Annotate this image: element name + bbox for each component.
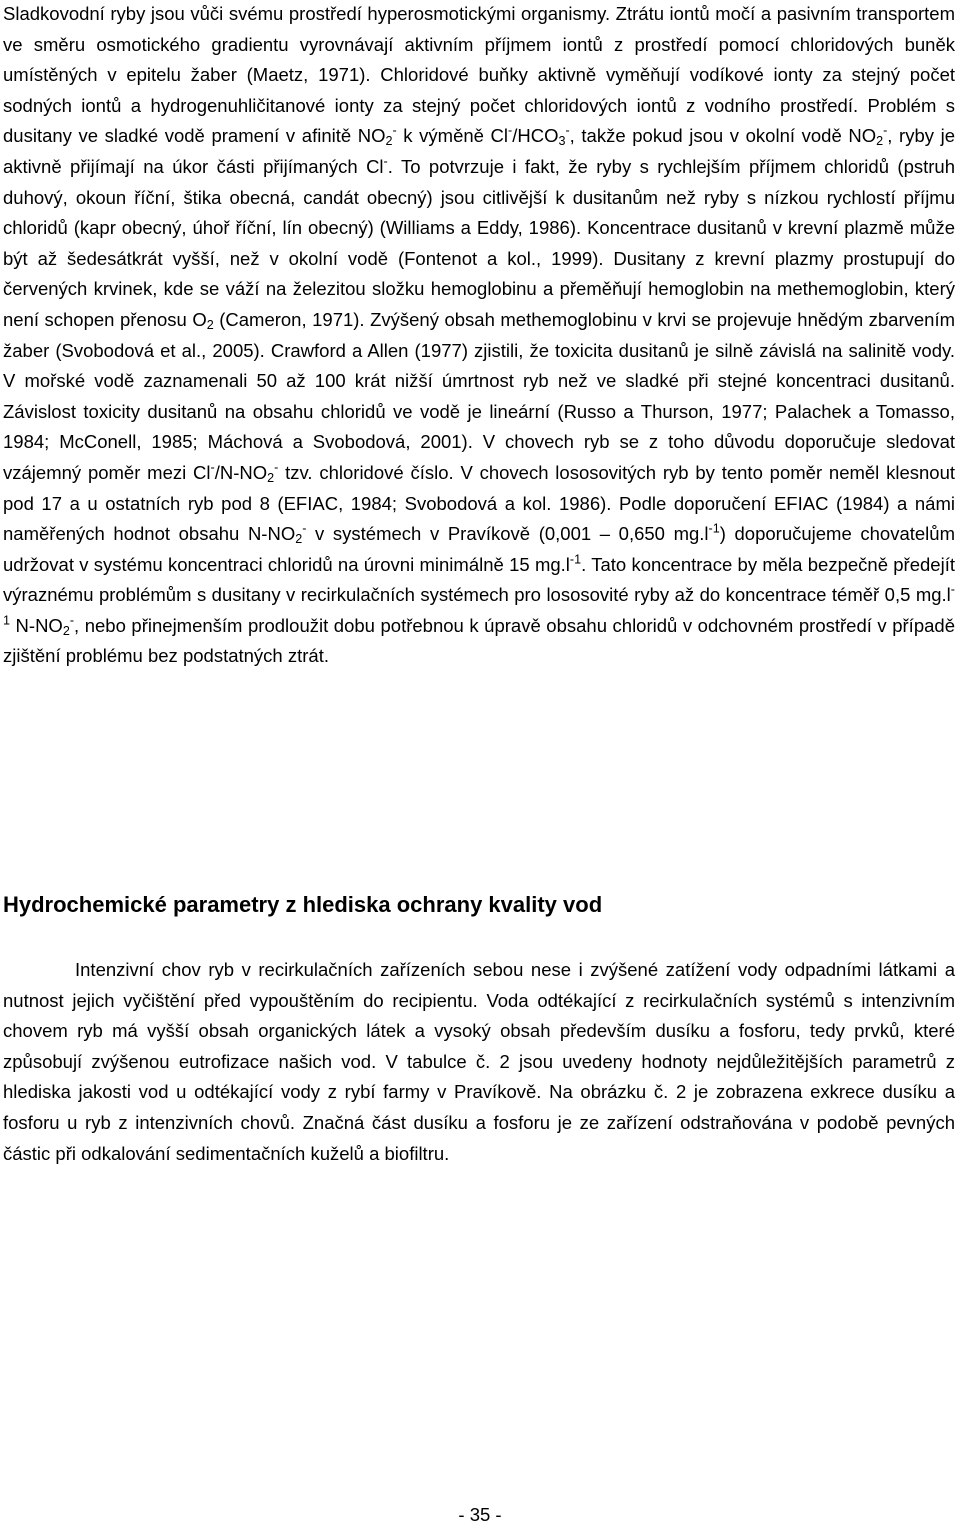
text-run: Sladkovodní ryby jsou vůči svému prostředí hyperosmotickými organismy. Ztrátu iontů močí a pasivním transportem ve směru osmotického gradientu vyrovnávají aktivním příjmem iontů z prostředí pomocí chloridových buněk umístěných v epitelu žaber (Maetz, 1971). Chloridové buňky aktivně vyměňují vodíkové ionty za stejný počet sodných iontů a hydrogenuhličitanové ionty za stejný počet chloridových iontů z vodního prostředí. Problém s dusitany ve sladké vodě pramení v afinitě NO (3, 3, 955, 147)
superscript: -1 (708, 521, 720, 536)
subscript: 3 (558, 134, 566, 149)
text-run: ) doporučujeme chovatelům udržovat v systému koncentraci chloridů na úrovni minimálně 15 mg.l (3, 523, 955, 575)
superscript: - (69, 613, 75, 628)
subscript: 2 (385, 134, 393, 149)
subscript: 2 (876, 134, 884, 149)
text-run: tzv. chloridové číslo. V chovech lososovitých ryb by tento poměr neměl klesnout pod 17 a u ostatních ryb pod 8 (EFIAC, 1984; Svobodová a kol. 1986). Podle doporučení EFIAC (1984) a námi naměřených hodnot obsahu N-NO (3, 461, 955, 545)
superscript: - (565, 123, 570, 138)
superscript: - (383, 154, 388, 169)
text-run: . Tato koncentrace by měla bezpečně předejít výraznému problémům s dusitany v recirkulačních systémech pro lososovité ryby až do koncentrace téměř 0,5 mg.l (3, 553, 955, 606)
text-run: N-NO (10, 614, 63, 636)
subscript: 2 (295, 532, 303, 547)
text-run: , takže pokud jsou v okolní vodě NO (569, 125, 877, 147)
text-run: v systémech v Pravíkově (0,001 – 0,650 mg.l (306, 523, 709, 545)
superscript: - (508, 123, 513, 138)
paragraph-nitrites (3, 0, 955, 672)
superscript: - (302, 521, 307, 536)
section-heading: Hydrochemické parametry z hlediska ochrany kvality vod (3, 892, 603, 917)
subscript: 2 (206, 318, 214, 333)
subscript: 2 (267, 471, 275, 486)
superscript: - (274, 460, 279, 475)
text-run: /HCO (512, 125, 559, 147)
text-run: (Cameron, 1971). Zvýšený obsah methemoglobinu v krvi se projevuje hnědým zbarvením žaber (Svobodová et al., 2005). Crawford a Allen (1977) zjistili, že toxicita dusitanů je silně závislá na salinitě vody. V mořské vodě zaznamenali 50 až 100 krát nižší úmrtnost ryb než ve sladké při stejné koncentraci dusitanů. Závislost toxicity dusitanů na obsahu chloridů ve vodě je lineární (Russo a Thurson, 1977; Palachek a Tomasso, 1984; McConell, 1985; Máchová a Svobodová, 2001). V chovech ryb se z toho důvodu doporučuje sledovat vzájemný poměr mezi Cl (3, 308, 955, 483)
subscript: 2 (62, 624, 70, 639)
text-run: /N-NO (214, 461, 268, 483)
paragraph-intensive-farming (3, 955, 955, 1169)
superscript: - (210, 460, 215, 475)
superscript: -1 (3, 582, 955, 628)
superscript: -1 (569, 552, 582, 567)
text-run: , ryby je aktivně přijímají na úkor části přijímaných Cl (3, 125, 955, 177)
text-run: Intenzivní chov ryb v recirkulačních zařízeních sebou nese i zvýšené zatížení vody odpadními látkami a nutnost jejich vyčištění před vypouštěním do recipientu. Voda odtékající z recirkulačních systémů s intenzivním chovem ryb má vyšší obsah organických látek a vysoký obsah především dusíku a fosforu, tedy prvků, které způsobují zvýšenou eutrofizace našich vod. V tabulce č. 2 jsou uvedeny hodnoty nejdůležitějších parametrů z hlediska jakosti vod u odtékající vody z rybí farmy v Pravíkově. Na obrázku č. 2 je zobrazena exkrece dusíku a fosforu u ryb z intenzivních chovů. Značná část dusíku a fosforu je ze zařízení odstraňována v podobě pevných částic při odkalování sedimentačních kuželů a biofiltru. (3, 959, 955, 1164)
page-number: - 35 - (458, 1504, 502, 1525)
text-run: , nebo přinejmenším prodloužit dobu potřebnou k úpravě obsahu chloridů v odchovném prostředí v případě zjištění problému bez podstatných ztrát. (3, 614, 955, 667)
superscript: - (392, 123, 397, 138)
text-run: . To potvrzuje i fakt, že ryby s rychlejším příjmem chloridů (pstruh duhový, okoun říční, štika obecná, candát obecný) jsou citlivější k dusitanům než ryby s nízkou rychlostí příjmu chloridů (kapr obecný, úhoř říční, lín obecný) (Williams a Eddy, 1986). Koncentrace dusitanů v krevní plazmě může být až šedesátkrát vyšší, než v okolní vodě (Fontenot a kol., 1999). Dusitany z krevní plazmy prostupují do červených krvinek, kde se váží na železitou složku hemoglobinu a přeměňují hemoglobin na methemoglobin, který není schopen přenosu O (3, 155, 955, 330)
text-run: k výměně Cl (396, 125, 509, 147)
superscript: - (883, 123, 888, 138)
